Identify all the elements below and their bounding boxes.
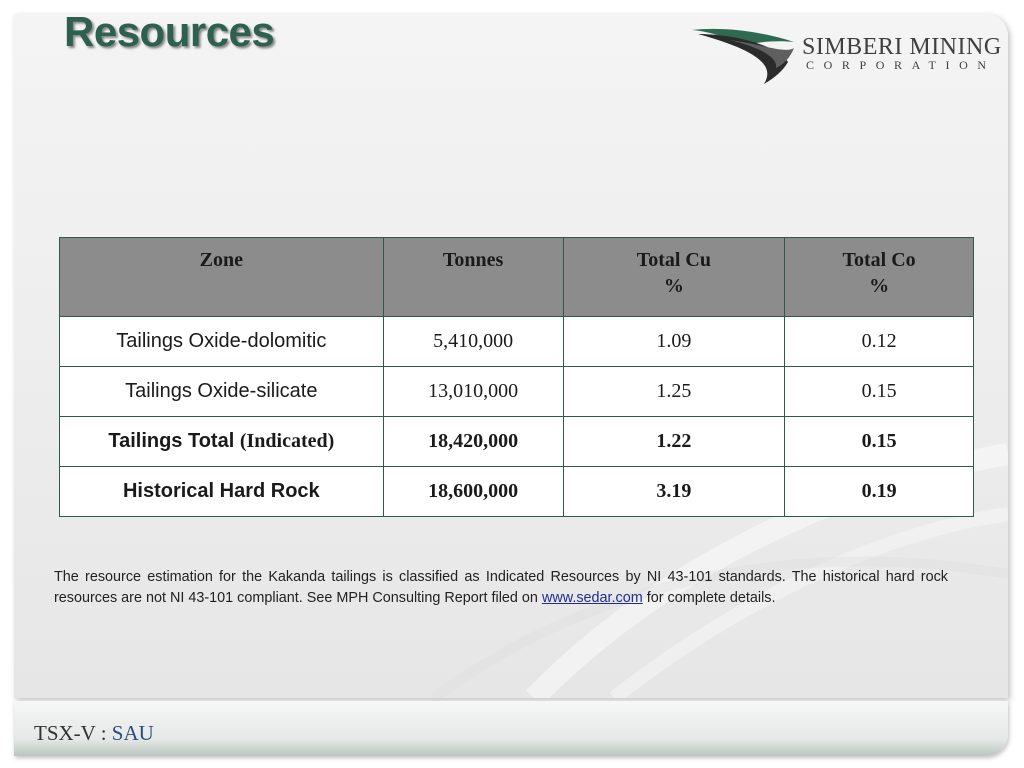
cell-zone-label: Tailings Total	[108, 430, 235, 452]
table-row	[60, 317, 974, 367]
logo-company-name: SIMBERI MINING	[802, 34, 1002, 60]
cell-tonnes: 5,410,000	[383, 317, 563, 367]
resource-note	[54, 567, 948, 608]
header-total-co-unit: %	[869, 275, 890, 297]
cell-total-cu: 1.22	[563, 417, 785, 467]
cell-total-co: 0.12	[785, 317, 974, 367]
header-total-cu	[563, 238, 785, 317]
cell-total-co: 0.19	[785, 467, 974, 517]
swoosh-logo-icon	[690, 22, 800, 88]
table-row-historical	[60, 467, 974, 517]
resources-table	[59, 237, 974, 517]
header-total-cu-label: Total Cu	[636, 249, 711, 271]
ticker-exchange: TSX-V :	[34, 721, 112, 745]
cell-zone: Historical Hard Rock	[60, 467, 384, 517]
cell-tonnes: 18,600,000	[383, 467, 563, 517]
cell-zone: Tailings Oxide-silicate	[60, 367, 384, 417]
header-zone: Zone	[60, 238, 384, 317]
stock-ticker	[34, 721, 154, 746]
table-row-total	[60, 417, 974, 467]
cell-zone: Tailings Oxide-dolomitic	[60, 317, 384, 367]
cell-zone-qualifier: (Indicated)	[239, 430, 335, 452]
logo-company-subtitle: CORPORATION	[806, 58, 996, 72]
cell-total-co: 0.15	[785, 417, 974, 467]
header-total-co	[785, 238, 974, 317]
cell-total-cu: 1.09	[563, 317, 785, 367]
cell-zone	[60, 417, 384, 467]
header-total-co-label: Total Co	[842, 249, 916, 271]
sedar-link[interactable]: www.sedar.com	[541, 589, 643, 606]
cell-total-cu: 3.19	[563, 467, 785, 517]
company-logo	[690, 22, 1000, 88]
note-text-end: for complete details.	[642, 589, 776, 606]
cell-tonnes: 13,010,000	[383, 367, 563, 417]
cell-total-cu: 1.25	[563, 367, 785, 417]
footer-bar	[14, 701, 1008, 756]
slide-title: Resources	[64, 8, 275, 55]
header-total-cu-unit: %	[663, 275, 684, 297]
header-tonnes: Tonnes	[383, 238, 563, 317]
note-text: The resource estimation for the Kakanda tailings is classified as Indicated Resources by NI 43-101 standards. The historical hard rock resources are not NI 43-101 compliant. See MPH Consulting Report filed on	[54, 569, 948, 606]
ticker-symbol: SAU	[111, 721, 154, 745]
cell-total-co: 0.15	[785, 367, 974, 417]
cell-tonnes: 18,420,000	[383, 417, 563, 467]
table-header-row	[60, 238, 974, 317]
table-row	[60, 367, 974, 417]
